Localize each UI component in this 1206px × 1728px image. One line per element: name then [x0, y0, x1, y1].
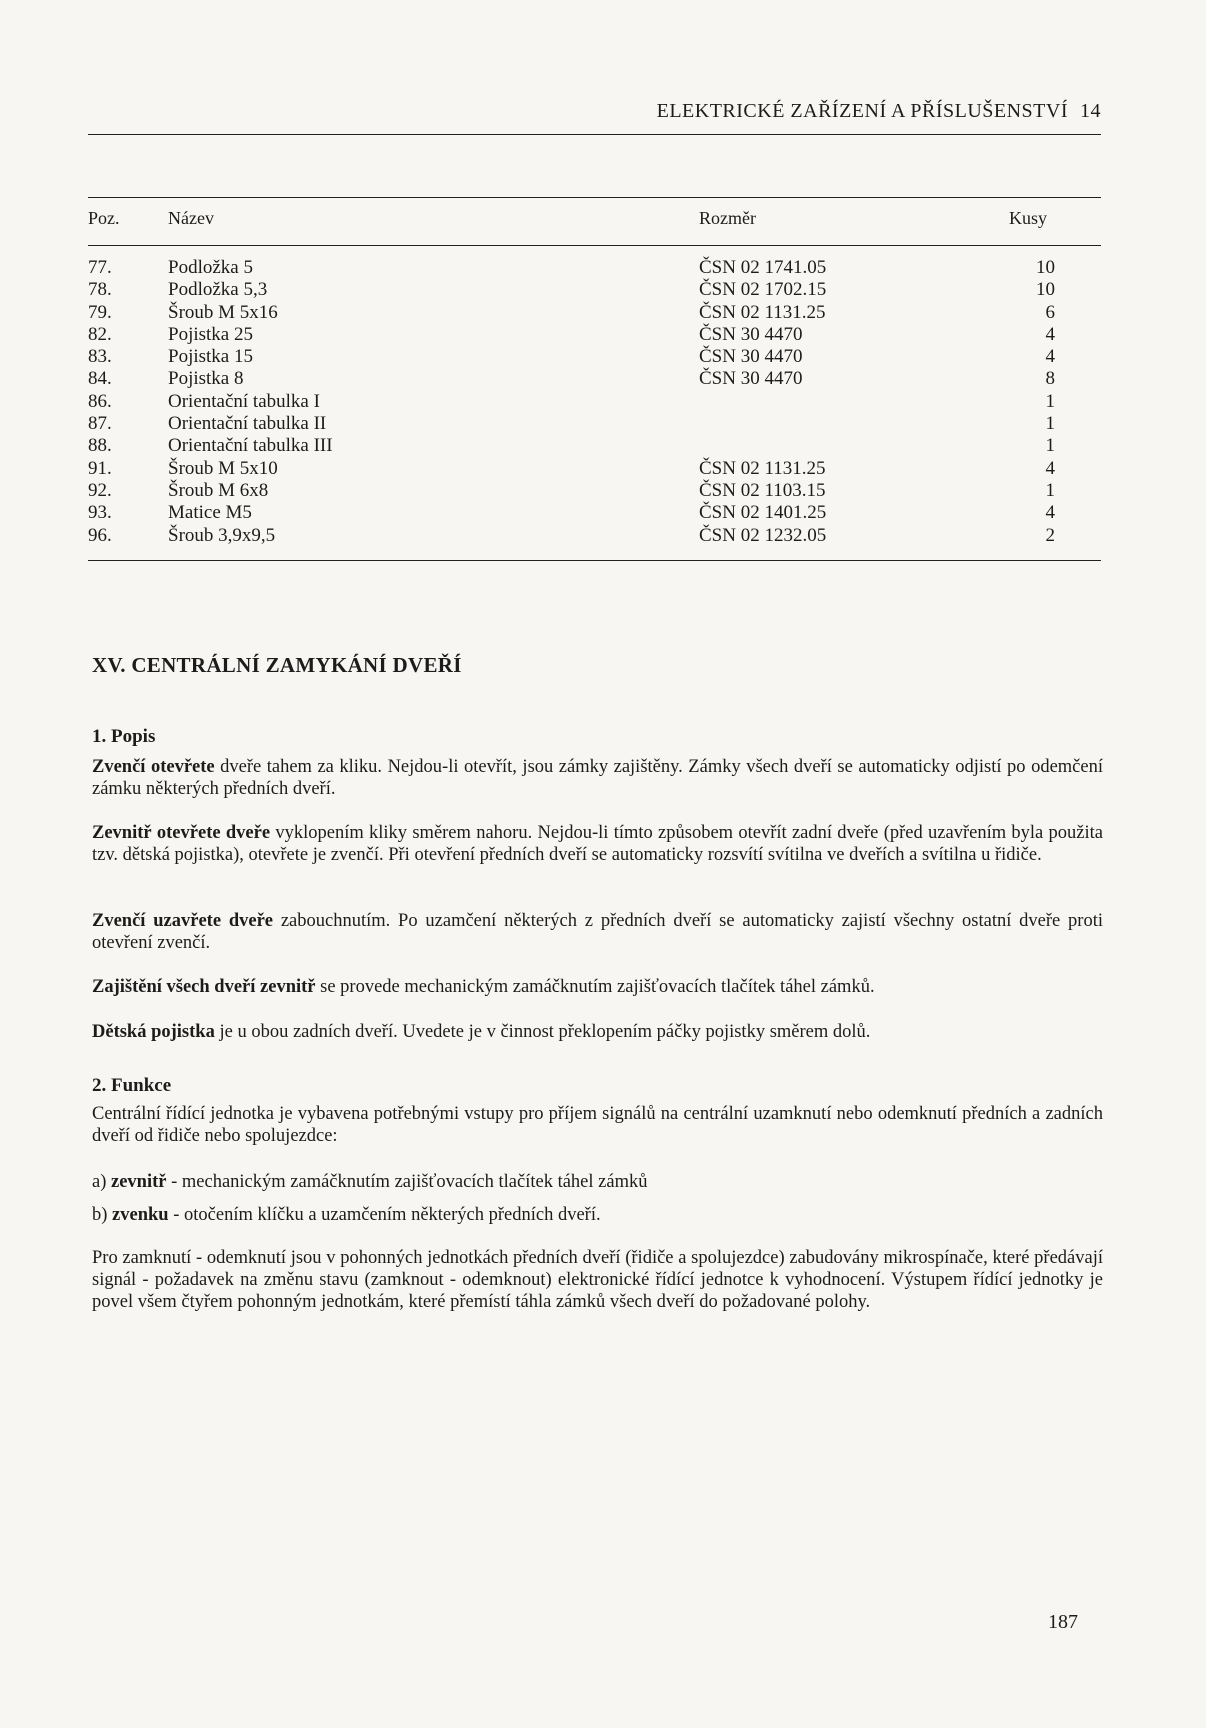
cell-qty: 10 [1036, 257, 1055, 278]
table-row [88, 257, 1101, 279]
cell-qty: 4 [1045, 346, 1055, 368]
paragraph-lead: Zajištění všech dveří zevnitř [92, 977, 316, 997]
table-row [88, 324, 1101, 346]
cell-name: Orientační tabulka II [168, 413, 327, 435]
table-body [88, 257, 1101, 547]
table-row [88, 480, 1101, 502]
cell-poz: 83. [88, 346, 112, 368]
header-rule [88, 134, 1101, 135]
cell-qty: 2 [1045, 524, 1055, 546]
table-row [88, 279, 1101, 301]
cell-poz: 92. [88, 479, 112, 501]
paragraph-mikrospinace: Pro zamknutí - odemknutí jsou v pohonných jednotkách předních dveří (řidiče a spolujezdce) zabudovány mikrospínače, které předávají signál - požadavek na změnu stavu (zamknout - odemknout) elektronické řídící jednotce k vyhodnocení. Výstupem řídící jednotky je povel všem čtyřem pohonným jednotkám, které přemístí táhla zámků všech dveří do požadované polohy. [92, 1248, 1103, 1312]
cell-poz: 84. [88, 368, 112, 390]
paragraph-zajisteni [92, 976, 1103, 998]
cell-dimension: ČSN 02 1131.25 [699, 457, 826, 479]
cell-poz: 82. [88, 323, 112, 345]
paragraph-text: se provede mechanickým zamáčknutím zajišťovacích tlačítek táhel zámků. [315, 977, 875, 997]
cell-poz: 88. [88, 435, 112, 457]
paragraph-text: je u obou zadních dveří. Uvedete je v činnost překlopením páčky pojistky směrem dolů. [214, 1022, 871, 1042]
cell-name: Pojistka 8 [168, 368, 244, 390]
cell-name: Šroub M 5x10 [168, 457, 278, 479]
paragraph-text: vyklopením kliky směrem nahoru. Nejdou-li tímto způsobem otevřít zadní dveře (před uzavřením byla použita tzv. dětská pojistka), otevřete je zvenčí. Při otevření předních dveří se automaticky rozsvítí svítilna ve dveřích a svítilna u řidiče. [92, 823, 1103, 865]
cell-dimension: ČSN 02 1131.25 [699, 301, 826, 323]
subheading-popis: 1. Popis [92, 726, 156, 747]
cell-name: Pojistka 15 [168, 346, 253, 368]
list-item-a [92, 1171, 647, 1193]
table-row [88, 346, 1101, 368]
cell-poz: 78. [88, 279, 112, 301]
list-marker: b) [92, 1205, 113, 1225]
cell-dimension: ČSN 30 4470 [699, 323, 803, 345]
paragraph-lead: Zevnitř otevřete dveře [92, 823, 271, 843]
paragraph-funkce-intro: Centrální řídící jednotka je vybavena potřebnými vstupy pro příjem signálů na centrální uzamknutí nebo odemknutí předních a zadních dveří od řidiče nebo spolujezdce: [92, 1104, 1103, 1146]
paragraph-lead: Zvenčí uzavřete dveře [92, 911, 274, 931]
cell-poz: 96. [88, 524, 112, 546]
table-row [88, 458, 1101, 480]
cell-name: Podložka 5 [168, 257, 253, 278]
list-text: - mechanickým zamáčknutím zajišťovacích tlačítek táhel zámků [166, 1172, 648, 1192]
list-lead: zvenku [112, 1205, 169, 1225]
subheading-funkce: 2. Funkce [92, 1075, 172, 1096]
list-lead: zevnitř [111, 1172, 167, 1192]
cell-name: Šroub 3,9x9,5 [168, 524, 276, 546]
cell-name: Podložka 5,3 [168, 279, 268, 301]
paragraph-text: zabouchnutím. Po uzamčení některých z předních dveří se automaticky zajistí všechny ostatní dveře proti otevření zvenčí. [92, 911, 1103, 953]
cell-qty: 4 [1045, 323, 1055, 345]
chapter-number: 14 [1080, 100, 1101, 122]
cell-dimension: ČSN 30 4470 [699, 368, 803, 390]
cell-qty: 1 [1045, 413, 1055, 435]
cell-name: Orientační tabulka I [168, 390, 320, 412]
table-top-rule [88, 197, 1101, 198]
cell-dimension: ČSN 02 1401.25 [699, 502, 827, 524]
list-marker: a) [92, 1172, 111, 1192]
table-row [88, 525, 1101, 547]
paragraph-lead: Zvenčí otevřete [92, 757, 215, 777]
table-row [88, 502, 1101, 524]
header-title: ELEKTRICKÉ ZAŘÍZENÍ A PŘÍSLUŠENSTVÍ [656, 100, 1068, 122]
list-item-b [92, 1204, 601, 1226]
cell-name: Šroub M 5x16 [168, 301, 278, 323]
table-row [88, 368, 1101, 390]
cell-qty: 4 [1045, 457, 1055, 479]
page-number: 187 [1048, 1611, 1078, 1633]
paragraph-zevnitr-otevrete [92, 822, 1103, 866]
cell-poz: 93. [88, 502, 112, 524]
cell-dimension: ČSN 30 4470 [699, 346, 803, 368]
cell-qty: 4 [1045, 502, 1055, 524]
column-header-qty: Kusy [1008, 208, 1047, 228]
cell-dimension: ČSN 02 1103.15 [699, 479, 826, 501]
cell-poz: 77. [88, 257, 112, 278]
cell-qty: 1 [1045, 479, 1055, 501]
cell-qty: 6 [1045, 301, 1055, 323]
section-title: XV. CENTRÁLNÍ ZAMYKÁNÍ DVEŘÍ [92, 653, 462, 677]
cell-qty: 1 [1045, 390, 1055, 412]
table-row [88, 391, 1101, 413]
paragraph-text: dveře tahem za kliku. Nejdou-li otevřít, jsou zámky zajištěny. Zámky všech dveří se automaticky odjistí po odemčení zámku některých předních dveří. [92, 757, 1103, 799]
column-header-dimension: Rozměr [699, 208, 756, 228]
cell-qty: 1 [1045, 435, 1055, 457]
column-header-name: Název [168, 208, 214, 228]
cell-poz: 86. [88, 390, 112, 412]
column-header-poz: Poz. [88, 208, 120, 228]
table-row [88, 413, 1101, 435]
table-bottom-rule [88, 560, 1101, 561]
paragraph-zvenci-uzavrete [92, 910, 1103, 954]
paragraph-detska-pojistka [92, 1021, 1103, 1043]
table-header-rule [88, 245, 1101, 246]
cell-name: Pojistka 25 [168, 323, 253, 345]
running-header [88, 100, 1101, 123]
cell-poz: 87. [88, 413, 112, 435]
cell-name: Šroub M 6x8 [168, 479, 269, 501]
table-row [88, 302, 1101, 324]
paragraph-zvenci-otevrete [92, 756, 1103, 800]
cell-dimension: ČSN 02 1702.15 [699, 279, 827, 301]
cell-dimension: ČSN 02 1741.05 [699, 257, 827, 278]
cell-dimension: ČSN 02 1232.05 [699, 524, 827, 546]
cell-poz: 79. [88, 301, 112, 323]
table-row [88, 435, 1101, 457]
list-text: - otočením klíčku a uzamčením některých předních dveří. [168, 1205, 601, 1225]
cell-qty: 10 [1036, 279, 1055, 301]
paragraph-lead: Dětská pojistka [92, 1022, 215, 1042]
cell-name: Orientační tabulka III [168, 435, 333, 457]
cell-name: Matice M5 [168, 502, 252, 524]
cell-poz: 91. [88, 457, 112, 479]
cell-qty: 8 [1045, 368, 1055, 390]
